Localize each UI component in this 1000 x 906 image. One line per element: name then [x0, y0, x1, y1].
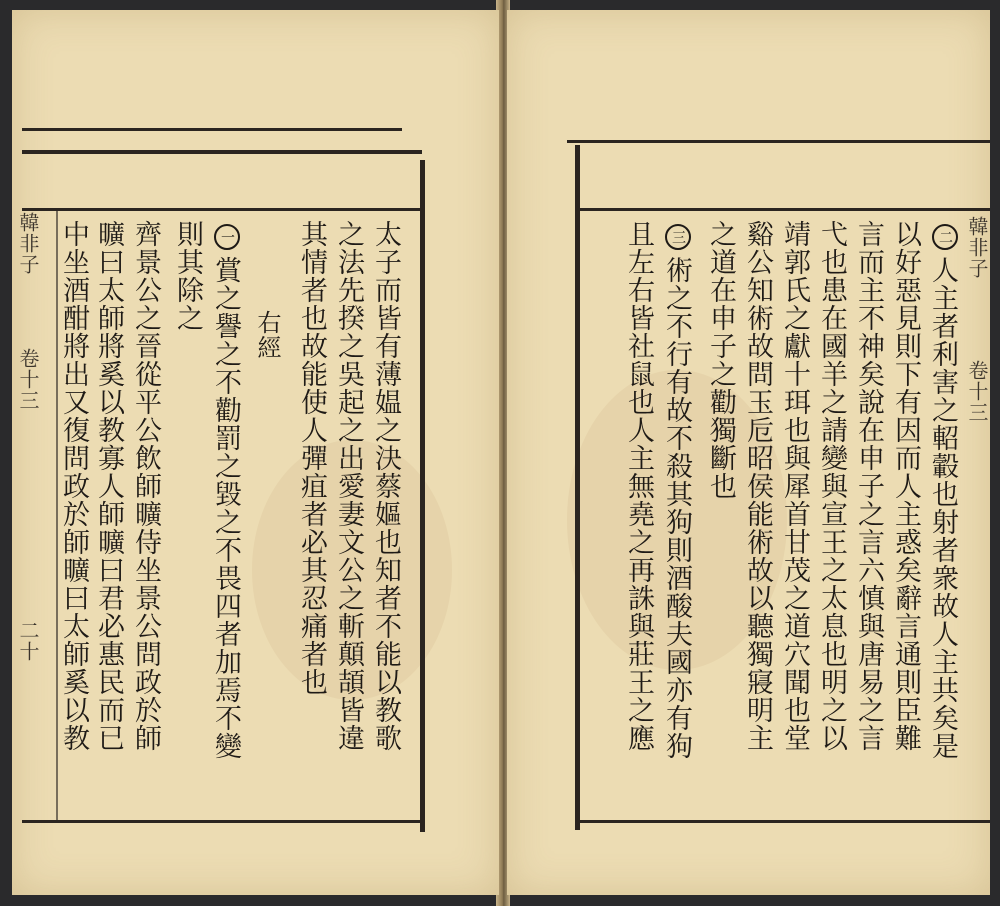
left-page	[12, 10, 499, 895]
text-column-8: 術之不行有故不殺其狗則酒酸夫國亦有狗	[661, 256, 692, 760]
text-column-4: 弋也患在國羊之請變與宣王之太息也明之以	[816, 220, 847, 752]
marker-two	[932, 224, 958, 254]
block-left-rule	[575, 145, 580, 830]
text-column-5: 靖郭氏之獻十珥也與犀首甘茂之道穴聞也堂	[779, 220, 810, 752]
text-column-9: 中坐酒酣將出又復問政於師曠曰太師奚以教	[58, 220, 89, 752]
section-label: 右經	[253, 310, 281, 360]
marker-one-label: 一	[214, 224, 240, 250]
text-column-6: 則其除之	[172, 220, 203, 332]
text-column-1: 太子而皆有薄媪之決蔡嫗也知者不能以教歌	[370, 220, 401, 752]
margin-volume: 卷十三	[16, 348, 40, 411]
text-column-7: 之道在申子之勸獨斷也	[705, 220, 736, 500]
margin-folio: 二十	[16, 620, 40, 662]
text-bottom-rule	[575, 820, 990, 823]
margin-header: 韓非子	[965, 216, 989, 279]
text-column-7: 齊景公之晉從平公飲師曠侍坐景公問政於師	[130, 220, 161, 752]
text-bottom-rule	[22, 820, 425, 823]
marker-three	[665, 224, 691, 254]
marker-three-label: 三	[665, 224, 691, 250]
text-column-9: 且左右皆社鼠也人主無堯之再誅與莊王之應	[623, 220, 654, 752]
text-top-rule	[575, 208, 990, 211]
marker-one	[214, 224, 240, 254]
text-column-5: 賞之譽之不勸罰之毀之不畏四者加焉不變	[210, 256, 241, 760]
top-rule	[567, 140, 990, 143]
margin-header: 韓非子	[16, 212, 40, 275]
text-column-3: 其情者也故能使人彈疽者必其忍痛者也	[296, 220, 327, 696]
text-column-6: 谿公知術故問玉卮昭侯能術故以聽獨寢明主	[742, 220, 773, 752]
block-top-rule	[22, 150, 422, 154]
text-column-3: 言而主不神矣說在申子之言六慎與唐易之言	[853, 220, 884, 752]
text-column-8: 曠曰太師將奚以教寡人師曠曰君必惠民而已	[93, 220, 124, 752]
block-right-rule	[420, 160, 425, 832]
text-top-rule	[22, 208, 425, 211]
margin-volume: 卷十三	[965, 360, 989, 423]
top-rule	[22, 128, 402, 131]
text-column-2: 之法先揆之吳起之出愛妻文公之斬顛頡皆違	[333, 220, 364, 752]
text-column-1: 人主者利害之軺轂也射者衆故人主共矣是	[927, 256, 958, 760]
marker-two-label: 二	[932, 224, 958, 250]
text-column-2: 以好惡見則下有因而人主惑矣辭言通則臣難	[890, 220, 921, 752]
right-page	[507, 10, 990, 895]
